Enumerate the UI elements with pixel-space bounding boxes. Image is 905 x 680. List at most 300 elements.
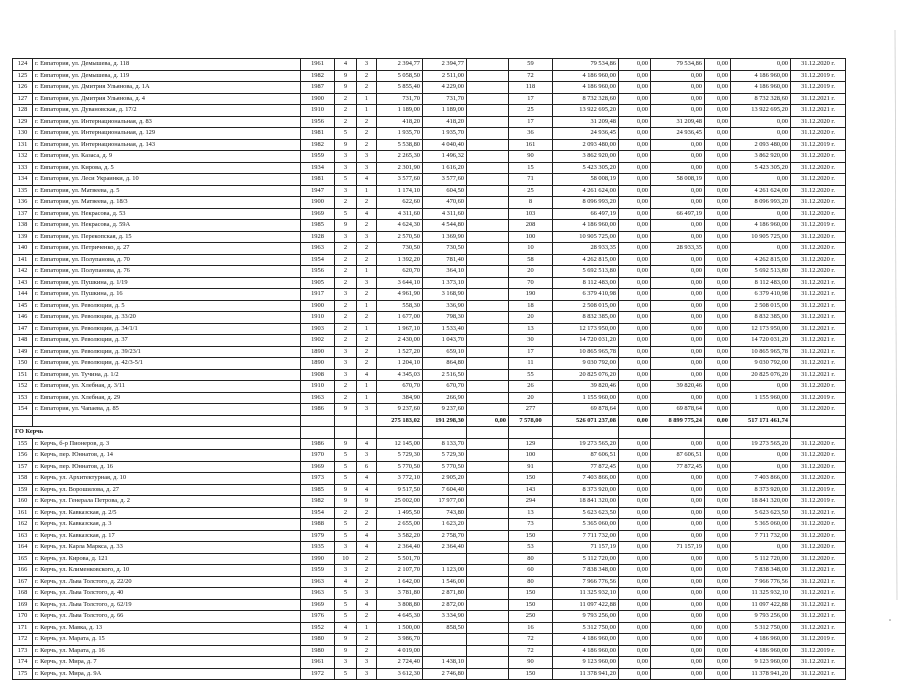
cell-deadline: 31.12.2021 г. bbox=[791, 622, 846, 634]
cell-deadline: 31.12.2020 г. bbox=[791, 243, 846, 255]
cell-floors: 5 bbox=[335, 519, 357, 531]
cell-floors: 4 bbox=[335, 576, 357, 588]
cell-residents: 36 bbox=[509, 128, 553, 140]
cell-living-area: 3 577,60 bbox=[423, 174, 467, 186]
cell-row-number: 133 bbox=[13, 162, 33, 174]
cell-row-number: 152 bbox=[13, 381, 33, 393]
empty-cell bbox=[377, 427, 423, 439]
cell-total-area: 2 301,90 bbox=[377, 162, 423, 174]
cell-living-area: 9 237,60 bbox=[423, 404, 467, 416]
cell-row-number: 132 bbox=[13, 151, 33, 163]
cell-cost-owners: 7 711 732,00 bbox=[731, 530, 791, 542]
cell-cost-federal: 0,00 bbox=[619, 346, 651, 358]
cell-total-cost: 11 325 932,10 bbox=[553, 588, 619, 600]
cell-total-area: 2 265,30 bbox=[377, 151, 423, 163]
cell-cost-owners: 0,00 bbox=[731, 59, 791, 71]
cell-total-cost: 10 865 965,78 bbox=[553, 346, 619, 358]
cell-cost-regional: 0,00 bbox=[651, 657, 705, 669]
cell-year-built: 1935 bbox=[301, 542, 335, 554]
cell-cost-federal: 0,00 bbox=[619, 415, 651, 427]
cell-nonresidential-area bbox=[467, 116, 509, 128]
cell-deadline: 31.12.2020 г. bbox=[791, 542, 846, 554]
cell-year-built: 1900 bbox=[301, 93, 335, 105]
cell-floors: 9 bbox=[335, 220, 357, 232]
cell-living-area: 191 298,30 bbox=[423, 415, 467, 427]
cell-cost-regional: 77 872,45 bbox=[651, 461, 705, 473]
cell-floors: 9 bbox=[335, 404, 357, 416]
cell-nonresidential-area bbox=[467, 162, 509, 174]
cell-residents: 73 bbox=[509, 519, 553, 531]
cell-entrances bbox=[357, 415, 377, 427]
cell-floors: 5 bbox=[335, 599, 357, 611]
cell-cost-federal: 0,00 bbox=[619, 231, 651, 243]
cell-year-built: 1980 bbox=[301, 645, 335, 657]
cell-cost-owners: 8 112 483,00 bbox=[731, 277, 791, 289]
cell-residents: 208 bbox=[509, 220, 553, 232]
subtotal-row bbox=[13, 415, 846, 427]
cell-cost-owners: 0,00 bbox=[731, 208, 791, 220]
cell-total-area: 3 644,10 bbox=[377, 277, 423, 289]
cell-cost-local: 0,00 bbox=[705, 634, 731, 646]
cell-address: г. Евпатория, ул. Дувановская, д. 17/2 bbox=[33, 105, 301, 117]
cell-deadline: 31.12.2020 г. bbox=[791, 174, 846, 186]
cell-entrances: 4 bbox=[357, 473, 377, 485]
cell-residents: 17 bbox=[509, 346, 553, 358]
cell-nonresidential-area bbox=[467, 220, 509, 232]
cell-total-cost: 8 373 920,00 bbox=[553, 484, 619, 496]
cell-address: г. Евпатория, ул. Хлебная, д. 3/11 bbox=[33, 381, 301, 393]
cell-nonresidential-area bbox=[467, 622, 509, 634]
cell-residents: 58 bbox=[509, 254, 553, 266]
cell-cost-owners: 7 838 348,00 bbox=[731, 565, 791, 577]
cell-nonresidential-area bbox=[467, 392, 509, 404]
cell-floors: 5 bbox=[335, 461, 357, 473]
cell-cost-federal: 0,00 bbox=[619, 404, 651, 416]
cell-cost-local: 0,00 bbox=[705, 553, 731, 565]
cell-nonresidential-area bbox=[467, 243, 509, 255]
cell-total-cost: 5 623 623,50 bbox=[553, 507, 619, 519]
cell-deadline: 31.12.2020 г. bbox=[791, 519, 846, 531]
cell-nonresidential-area bbox=[467, 668, 509, 680]
cell-cost-local: 0,00 bbox=[705, 185, 731, 197]
cell-entrances: 4 bbox=[357, 484, 377, 496]
cell-total-cost: 71 157,19 bbox=[553, 542, 619, 554]
cell-cost-owners: 5 423 305,20 bbox=[731, 162, 791, 174]
cell-total-cost: 5 423 305,20 bbox=[553, 162, 619, 174]
cell-cost-local: 0,00 bbox=[705, 369, 731, 381]
cell-cost-federal: 0,00 bbox=[619, 473, 651, 485]
cell-entrances: 4 bbox=[357, 174, 377, 186]
empty-cell bbox=[619, 427, 651, 439]
cell-total-cost: 13 922 695,20 bbox=[553, 105, 619, 117]
cell-cost-federal: 0,00 bbox=[619, 634, 651, 646]
cell-total-area: 670,70 bbox=[377, 381, 423, 393]
cell-total-cost: 66 497,19 bbox=[553, 208, 619, 220]
cell-entrances: 4 bbox=[357, 530, 377, 542]
cell-cost-local: 0,00 bbox=[705, 197, 731, 209]
cell-cost-regional: 0,00 bbox=[651, 335, 705, 347]
section-header-row bbox=[13, 427, 846, 439]
cell-living-area: 2 758,70 bbox=[423, 530, 467, 542]
cell-cost-federal: 0,00 bbox=[619, 542, 651, 554]
cell-cost-federal: 0,00 bbox=[619, 450, 651, 462]
table-row bbox=[13, 208, 846, 220]
cell-total-area: 4 019,00 bbox=[377, 645, 423, 657]
cell-total-cost: 4 186 960,00 bbox=[553, 645, 619, 657]
cell-residents: 150 bbox=[509, 530, 553, 542]
cell-entrances: 2 bbox=[357, 519, 377, 531]
cell-residents: 190 bbox=[509, 289, 553, 301]
cell-total-cost: 11 378 941,20 bbox=[553, 668, 619, 680]
cell-cost-federal: 0,00 bbox=[619, 105, 651, 117]
table-row bbox=[13, 266, 846, 278]
cell-total-cost: 18 841 320,00 bbox=[553, 496, 619, 508]
cell-total-area: 1 500,00 bbox=[377, 622, 423, 634]
cell-living-area: 1 496,32 bbox=[423, 151, 467, 163]
cell-address: г. Евпатория, ул. Революции, д. 34/1/1 bbox=[33, 323, 301, 335]
cell-entrances: 1 bbox=[357, 93, 377, 105]
cell-cost-local: 0,00 bbox=[705, 277, 731, 289]
cell-residents: 72 bbox=[509, 645, 553, 657]
cell-cost-regional: 0,00 bbox=[651, 312, 705, 324]
cell-entrances: 2 bbox=[357, 312, 377, 324]
cell-address: г. Евпатория, ул. Тучина, д. 1/2 bbox=[33, 369, 301, 381]
cell-residents: 20 bbox=[509, 312, 553, 324]
cell-cost-local: 0,00 bbox=[705, 151, 731, 163]
cell-row-number: 160 bbox=[13, 496, 33, 508]
cell-row-number: 147 bbox=[13, 323, 33, 335]
cell-floors: 2 bbox=[335, 323, 357, 335]
cell-cost-regional: 0,00 bbox=[651, 93, 705, 105]
cell-nonresidential-area bbox=[467, 174, 509, 186]
cell-entrances: 2 bbox=[357, 358, 377, 370]
cell-cost-local: 0,00 bbox=[705, 289, 731, 301]
cell-total-cost: 8 096 993,20 bbox=[553, 197, 619, 209]
cell-entrances: 9 bbox=[357, 496, 377, 508]
cell-nonresidential-area bbox=[467, 335, 509, 347]
cell-residents: 143 bbox=[509, 484, 553, 496]
cell-deadline: 31.12.2020 г. bbox=[791, 461, 846, 473]
table-row bbox=[13, 59, 846, 71]
cell-cost-owners: 3 862 920,00 bbox=[731, 151, 791, 163]
cell-floors: 2 bbox=[335, 381, 357, 393]
cell-living-area: 17 977,00 bbox=[423, 496, 467, 508]
cell-year-built: 1910 bbox=[301, 312, 335, 324]
cell-year-built: 1900 bbox=[301, 300, 335, 312]
cell-residents: 8 bbox=[509, 197, 553, 209]
table-row bbox=[13, 438, 846, 450]
cell-deadline: 31.12.2020 г. bbox=[791, 208, 846, 220]
cell-address: г. Евпатория, ул. Некрасова, д. 59А bbox=[33, 220, 301, 232]
cell-floors: 2 bbox=[335, 93, 357, 105]
cell-entrances: 6 bbox=[357, 461, 377, 473]
cell-address: г. Керчь, ул. Ворошилова, д. 27 bbox=[33, 484, 301, 496]
housing-register-table bbox=[12, 58, 846, 680]
cell-living-area: 858,50 bbox=[423, 622, 467, 634]
cell-residents: 59 bbox=[509, 59, 553, 71]
cell-row-number: 134 bbox=[13, 174, 33, 186]
cell-living-area: 659,10 bbox=[423, 346, 467, 358]
cell-year-built: 1969 bbox=[301, 461, 335, 473]
cell-nonresidential-area bbox=[467, 300, 509, 312]
cell-cost-federal: 0,00 bbox=[619, 128, 651, 140]
table-row bbox=[13, 599, 846, 611]
cell-cost-owners: 11 325 932,10 bbox=[731, 588, 791, 600]
cell-total-area: 1 204,10 bbox=[377, 358, 423, 370]
cell-nonresidential-area bbox=[467, 381, 509, 393]
table-row bbox=[13, 174, 846, 186]
cell-entrances: 2 bbox=[357, 576, 377, 588]
cell-year-built: 1903 bbox=[301, 323, 335, 335]
cell-year-built: 1954 bbox=[301, 507, 335, 519]
cell-deadline: 31.12.2021 г. bbox=[791, 588, 846, 600]
cell-living-area: 864,80 bbox=[423, 358, 467, 370]
cell-cost-owners: 7 403 866,00 bbox=[731, 473, 791, 485]
cell-cost-owners: 2 093 480,00 bbox=[731, 139, 791, 151]
cell-year-built: 1969 bbox=[301, 599, 335, 611]
cell-year-built: 1908 bbox=[301, 369, 335, 381]
cell-residents: 277 bbox=[509, 404, 553, 416]
cell-cost-owners: 19 273 565,20 bbox=[731, 438, 791, 450]
cell-cost-federal: 0,00 bbox=[619, 381, 651, 393]
cell-cost-regional: 0,00 bbox=[651, 576, 705, 588]
cell-cost-regional: 71 157,19 bbox=[651, 542, 705, 554]
cell-entrances: 3 bbox=[357, 657, 377, 669]
cell-living-area: 1 533,40 bbox=[423, 323, 467, 335]
cell-living-area: 798,30 bbox=[423, 312, 467, 324]
cell-cost-regional: 39 820,46 bbox=[651, 381, 705, 393]
cell-year-built: 1954 bbox=[301, 254, 335, 266]
cell-residents: 15 bbox=[509, 162, 553, 174]
cell-residents: 55 bbox=[509, 369, 553, 381]
table-row bbox=[13, 243, 846, 255]
cell-cost-federal: 0,00 bbox=[619, 622, 651, 634]
cell-cost-federal: 0,00 bbox=[619, 116, 651, 128]
cell-year-built: 1963 bbox=[301, 243, 335, 255]
cell-row-number: 170 bbox=[13, 611, 33, 623]
cell-residents: 118 bbox=[509, 82, 553, 94]
table-row bbox=[13, 231, 846, 243]
cell-deadline: 31.12.2019 г. bbox=[791, 82, 846, 94]
cell-residents: 72 bbox=[509, 70, 553, 82]
cell-nonresidential-area bbox=[467, 657, 509, 669]
cell-floors: 2 bbox=[335, 105, 357, 117]
cell-entrances: 2 bbox=[357, 335, 377, 347]
cell-address: г. Евпатория, ул. Некрасова, д. 53 bbox=[33, 208, 301, 220]
cell-cost-regional: 58 008,19 bbox=[651, 174, 705, 186]
cell-deadline: 31.12.2021 г. bbox=[791, 312, 846, 324]
cell-deadline: 31.12.2020 г. bbox=[791, 438, 846, 450]
table-row bbox=[13, 507, 846, 519]
cell-floors: 2 bbox=[335, 335, 357, 347]
table-row bbox=[13, 553, 846, 565]
cell-entrances: 2 bbox=[357, 507, 377, 519]
cell-cost-local: 0,00 bbox=[705, 461, 731, 473]
table-row bbox=[13, 346, 846, 358]
cell-nonresidential-area bbox=[467, 312, 509, 324]
cell-floors: 2 bbox=[335, 392, 357, 404]
cell-floors: 2 bbox=[335, 507, 357, 519]
cell-floors: 10 bbox=[335, 553, 357, 565]
cell-cost-owners: 4 262 815,00 bbox=[731, 254, 791, 266]
cell-address: г. Керчь, ул. Кавказская, д. 2/5 bbox=[33, 507, 301, 519]
cell-cost-federal: 0,00 bbox=[619, 519, 651, 531]
cell-deadline: 31.12.2020 г. bbox=[791, 197, 846, 209]
cell-total-cost: 19 273 565,20 bbox=[553, 438, 619, 450]
cell-entrances: 1 bbox=[357, 185, 377, 197]
cell-cost-regional: 0,00 bbox=[651, 507, 705, 519]
cell-row-number: 166 bbox=[13, 565, 33, 577]
cell-living-area: 2 905,20 bbox=[423, 473, 467, 485]
cell-cost-regional: 0,00 bbox=[651, 599, 705, 611]
cell-cost-owners: 0,00 bbox=[731, 381, 791, 393]
cell-cost-local: 0,00 bbox=[705, 473, 731, 485]
cell-deadline: 31.12.2021 г. bbox=[791, 369, 846, 381]
cell-cost-local: 0,00 bbox=[705, 622, 731, 634]
cell-cost-regional: 0,00 bbox=[651, 484, 705, 496]
cell-cost-federal: 0,00 bbox=[619, 496, 651, 508]
cell-nonresidential-area bbox=[467, 93, 509, 105]
cell-total-area: 3 772,10 bbox=[377, 473, 423, 485]
cell-cost-local: 0,00 bbox=[705, 162, 731, 174]
cell-row-number: 164 bbox=[13, 542, 33, 554]
cell-cost-federal: 0,00 bbox=[619, 668, 651, 680]
cell-total-area: 4 624,30 bbox=[377, 220, 423, 232]
cell-cost-owners: 5 312 750,00 bbox=[731, 622, 791, 634]
cell-cost-federal: 0,00 bbox=[619, 289, 651, 301]
cell-floors: 9 bbox=[335, 496, 357, 508]
cell-year-built: 1970 bbox=[301, 450, 335, 462]
cell-entrances: 2 bbox=[357, 346, 377, 358]
cell-deadline: 31.12.2020 г. bbox=[791, 185, 846, 197]
cell-deadline: 31.12.2020 г. bbox=[791, 128, 846, 140]
cell-total-area: 2 570,50 bbox=[377, 231, 423, 243]
cell-living-area: 5 770,50 bbox=[423, 461, 467, 473]
cell-year-built: 1985 bbox=[301, 484, 335, 496]
cell-cost-local: 0,00 bbox=[705, 484, 731, 496]
cell-entrances: 1 bbox=[357, 266, 377, 278]
cell-residents: 90 bbox=[509, 657, 553, 669]
cell-residents: 72 bbox=[509, 634, 553, 646]
cell-living-area: 470,60 bbox=[423, 197, 467, 209]
cell-row-number: 169 bbox=[13, 599, 33, 611]
cell-row-number: 139 bbox=[13, 231, 33, 243]
cell-entrances: 3 bbox=[357, 277, 377, 289]
table-row bbox=[13, 484, 846, 496]
cell-floors: 3 bbox=[335, 358, 357, 370]
cell-cost-regional: 0,00 bbox=[651, 611, 705, 623]
cell-residents: 150 bbox=[509, 668, 553, 680]
cell-cost-regional: 0,00 bbox=[651, 553, 705, 565]
cell-cost-regional: 0,00 bbox=[651, 82, 705, 94]
cell-cost-owners: 14 720 031,20 bbox=[731, 335, 791, 347]
cell-total-cost: 8 832 385,00 bbox=[553, 312, 619, 324]
cell-nonresidential-area bbox=[467, 588, 509, 600]
cell-address: г. Керчь, пер. Юннатов, д. 16 bbox=[33, 461, 301, 473]
cell-cost-regional: 0,00 bbox=[651, 358, 705, 370]
cell-row-number: 141 bbox=[13, 254, 33, 266]
cell-residents: 7 578,00 bbox=[509, 415, 553, 427]
cell-address: г. Керчь, пер. Юннатов, д. 14 bbox=[33, 450, 301, 462]
cell-cost-federal: 0,00 bbox=[619, 93, 651, 105]
cell-year-built: 1900 bbox=[301, 197, 335, 209]
cell-cost-owners: 0,00 bbox=[731, 243, 791, 255]
cell-cost-federal: 0,00 bbox=[619, 312, 651, 324]
cell-cost-owners: 18 841 320,00 bbox=[731, 496, 791, 508]
cell-cost-local: 0,00 bbox=[705, 588, 731, 600]
cell-cost-owners: 4 186 960,00 bbox=[731, 82, 791, 94]
cell-entrances: 3 bbox=[357, 588, 377, 600]
cell-row-number: 140 bbox=[13, 243, 33, 255]
cell-address: г. Керчь, ул. Генерала Петрова, д. 2 bbox=[33, 496, 301, 508]
cell-year-built: 1963 bbox=[301, 392, 335, 404]
cell-residents: 16 bbox=[509, 622, 553, 634]
cell-row-number: 167 bbox=[13, 576, 33, 588]
cell-nonresidential-area bbox=[467, 438, 509, 450]
cell-cost-owners: 12 173 950,00 bbox=[731, 323, 791, 335]
cell-cost-local: 0,00 bbox=[705, 358, 731, 370]
cell-nonresidential-area bbox=[467, 289, 509, 301]
cell-deadline: 31.12.2021 г. bbox=[791, 507, 846, 519]
cell-nonresidential-area bbox=[467, 208, 509, 220]
cell-row-number: 137 bbox=[13, 208, 33, 220]
cell-total-cost: 2 093 480,00 bbox=[553, 139, 619, 151]
cell-row-number: 126 bbox=[13, 82, 33, 94]
table-row bbox=[13, 93, 846, 105]
cell-deadline: 31.12.2021 г. bbox=[791, 105, 846, 117]
cell-row-number: 125 bbox=[13, 70, 33, 82]
cell-year-built: 1956 bbox=[301, 116, 335, 128]
cell-cost-owners: 4 261 624,00 bbox=[731, 185, 791, 197]
cell-year-built: 1917 bbox=[301, 289, 335, 301]
cell-entrances: 2 bbox=[357, 565, 377, 577]
table-row bbox=[13, 128, 846, 140]
cell-cost-federal: 0,00 bbox=[619, 599, 651, 611]
cell-year-built: 1928 bbox=[301, 231, 335, 243]
cell-cost-owners: 5 365 060,00 bbox=[731, 519, 791, 531]
cell-deadline: 31.12.2020 г. bbox=[791, 266, 846, 278]
cell-address: г. Евпатория, ул. Революции, д. 37 bbox=[33, 335, 301, 347]
cell-year-built: 1976 bbox=[301, 611, 335, 623]
cell-cost-owners: 0,00 bbox=[731, 174, 791, 186]
cell-deadline: 31.12.2020 г. bbox=[791, 162, 846, 174]
empty-cell bbox=[553, 427, 619, 439]
cell-residents: 13 bbox=[509, 507, 553, 519]
cell-total-cost: 4 186 960,00 bbox=[553, 220, 619, 232]
table-row bbox=[13, 404, 846, 416]
cell-nonresidential-area bbox=[467, 565, 509, 577]
cell-residents: 294 bbox=[509, 496, 553, 508]
cell-cost-federal: 0,00 bbox=[619, 565, 651, 577]
cell-total-cost: 31 209,48 bbox=[553, 116, 619, 128]
cell-entrances: 2 bbox=[357, 139, 377, 151]
cell-cost-owners: 9 793 256,00 bbox=[731, 611, 791, 623]
cell-total-cost: 3 862 920,00 bbox=[553, 151, 619, 163]
cell-cost-local: 0,00 bbox=[705, 392, 731, 404]
cell-cost-regional: 0,00 bbox=[651, 185, 705, 197]
cell-living-area: 670,70 bbox=[423, 381, 467, 393]
cell-row-number: 135 bbox=[13, 185, 33, 197]
cell-cost-local: 0,00 bbox=[705, 668, 731, 680]
cell-entrances: 2 bbox=[357, 197, 377, 209]
cell-year-built: 1961 bbox=[301, 59, 335, 71]
cell-cost-local: 0,00 bbox=[705, 611, 731, 623]
cell-row-number: 155 bbox=[13, 438, 33, 450]
cell-nonresidential-area bbox=[467, 231, 509, 243]
cell-address: г. Евпатория, ул. Демышева, д. 119 bbox=[33, 70, 301, 82]
cell-address bbox=[33, 415, 301, 427]
cell-living-area: 2 394,77 bbox=[423, 59, 467, 71]
